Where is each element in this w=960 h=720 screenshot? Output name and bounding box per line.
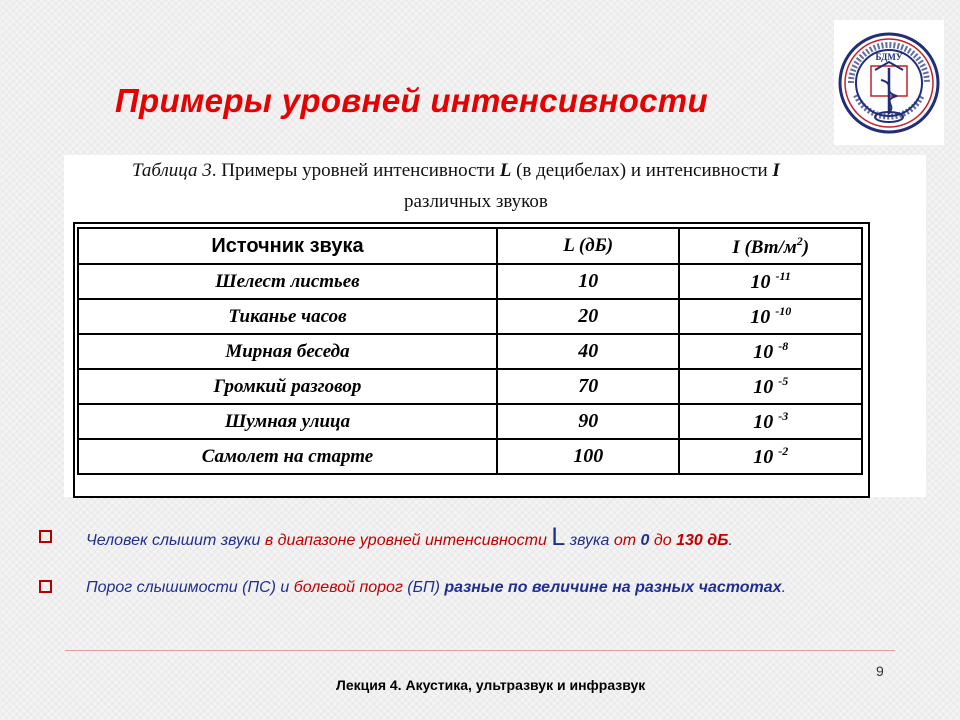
table-row bbox=[78, 404, 862, 439]
bullet-square-icon bbox=[39, 530, 52, 543]
row-level: 100 bbox=[497, 439, 680, 474]
bullet-text-1 bbox=[86, 523, 916, 551]
row-intensity-exp: -10 bbox=[775, 304, 792, 318]
row-intensity bbox=[679, 404, 862, 439]
row-intensity bbox=[679, 369, 862, 404]
row-intensity-exp: -8 bbox=[778, 339, 789, 353]
row-intensity-base: 10 bbox=[750, 271, 771, 293]
row-intensity-base: 10 bbox=[753, 446, 774, 468]
caption-text-2: (в децибелах) и интенсивности bbox=[511, 160, 773, 181]
row-level: 90 bbox=[497, 404, 680, 439]
table-row bbox=[78, 439, 862, 474]
row-intensity bbox=[679, 299, 862, 334]
row-intensity bbox=[679, 334, 862, 369]
row-intensity-base: 10 bbox=[753, 376, 774, 398]
header-intensity-end: ) bbox=[802, 236, 810, 258]
b2-part-1: Порог слышимости (ПС) bbox=[86, 579, 281, 596]
row-intensity bbox=[679, 439, 862, 474]
row-intensity-base: 10 bbox=[753, 411, 774, 433]
row-level: 10 bbox=[497, 264, 680, 299]
header-level: L (дБ) bbox=[497, 228, 680, 264]
row-source: Тиканье часов bbox=[78, 299, 497, 334]
header-intensity-exp: 2 bbox=[796, 233, 803, 248]
footer-divider bbox=[65, 650, 895, 651]
b1-part-2: в диапазоне уровней интенсивности bbox=[264, 532, 552, 549]
b2-part-6: . bbox=[781, 579, 787, 596]
b2-part-2: и bbox=[280, 579, 294, 596]
header-intensity bbox=[679, 228, 862, 264]
row-level: 70 bbox=[497, 369, 680, 404]
caption-line-2: различных звуков bbox=[404, 191, 548, 212]
table-row bbox=[78, 264, 862, 299]
b1-part-4: от bbox=[613, 532, 641, 549]
table-header-row bbox=[78, 228, 862, 264]
b1-part-6: . bbox=[728, 532, 733, 549]
row-source: Громкий разговор bbox=[78, 369, 497, 404]
b2-part-5: разные по величине на разных частотах bbox=[444, 579, 782, 596]
slide-title: Примеры уровней интенсивности bbox=[115, 82, 708, 119]
row-intensity-base: 10 bbox=[750, 306, 771, 328]
header-source: Источник звука bbox=[78, 228, 497, 264]
university-seal-icon bbox=[834, 20, 944, 145]
row-intensity-base: 10 bbox=[753, 341, 774, 363]
row-source: Шумная улица bbox=[78, 404, 497, 439]
caption-label: Таблица 3 bbox=[132, 160, 212, 181]
row-intensity-exp: -5 bbox=[778, 374, 789, 388]
table-row bbox=[78, 369, 862, 404]
footer-text: Лекция 4. Акустика, ультразвук и инфразвук bbox=[336, 677, 646, 693]
logo-text: БДМУ bbox=[875, 52, 903, 62]
logo bbox=[834, 20, 944, 145]
table-row bbox=[78, 299, 862, 334]
caption-I: I bbox=[772, 160, 780, 181]
b1-value-130: 130 дБ bbox=[676, 532, 729, 549]
row-intensity-exp: -11 bbox=[775, 269, 791, 283]
table-row bbox=[78, 334, 862, 369]
b2-part-4: (БП) bbox=[402, 579, 445, 596]
bullet-text-2 bbox=[86, 577, 886, 598]
row-source: Шелест листьев bbox=[78, 264, 497, 299]
b2-part-3: болевой порог bbox=[293, 579, 403, 596]
b1-part-3: звука bbox=[565, 532, 614, 549]
row-level: 40 bbox=[497, 334, 680, 369]
row-source: Мирная беседа bbox=[78, 334, 497, 369]
row-level: 20 bbox=[497, 299, 680, 334]
intensity-table bbox=[77, 227, 863, 475]
caption-L: L bbox=[499, 160, 512, 181]
table-panel bbox=[64, 155, 926, 497]
header-intensity-base: I (Вт/м bbox=[732, 236, 797, 258]
row-intensity-exp: -2 bbox=[778, 444, 789, 458]
row-intensity-exp: -3 bbox=[778, 409, 789, 423]
row-intensity bbox=[679, 264, 862, 299]
b1-part-5: до bbox=[649, 532, 677, 549]
b1-value-0: 0 bbox=[640, 532, 650, 549]
page-number: 9 bbox=[876, 663, 884, 679]
caption-text-1: . Примеры уровней интенсивности bbox=[211, 160, 500, 181]
b1-L: L bbox=[551, 523, 566, 551]
row-source: Самолет на старте bbox=[78, 439, 497, 474]
bullet-square-icon bbox=[39, 580, 52, 593]
b1-part-1: Человек слышит звуки bbox=[86, 532, 265, 549]
